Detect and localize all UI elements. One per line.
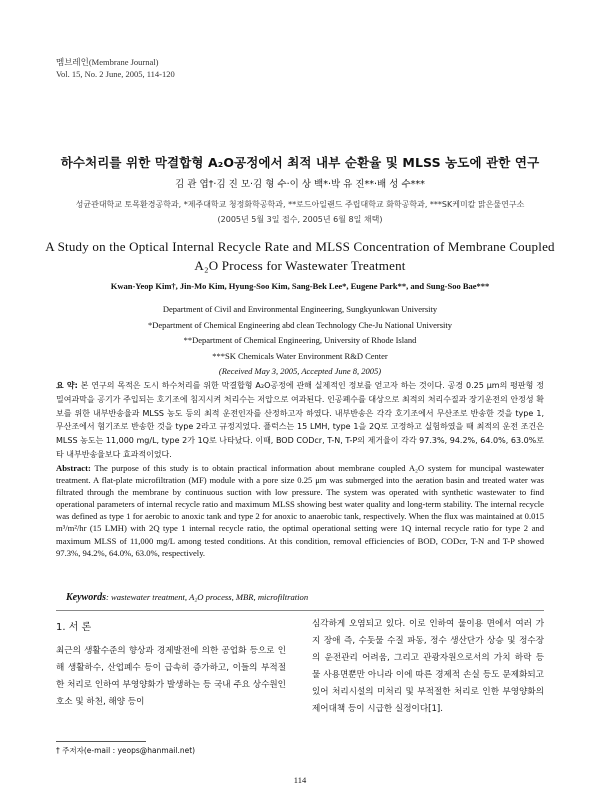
english-title-line2: A₂O Process for Wastewater Treatment xyxy=(194,258,406,273)
english-authors: Kwan-Yeop Kim†, Jin-Mo Kim, Hyung-Soo Kim, Sang-Bek Lee*, Eugene Park**, and Sung-Soo Bae*** xyxy=(110,281,490,291)
page-number: 114 xyxy=(293,775,307,785)
english-affiliation: ***SK Chemicals Water Environment R&D Center xyxy=(212,350,388,361)
english-abstract-lead: Abstract: xyxy=(56,463,91,473)
korean-dates: (2005년 5월 3일 접수, 2005년 6월 8일 채택) xyxy=(217,215,383,224)
right-body-text: 심각하게 오염되고 있다. 이로 인하여 물이용 면에서 여러 가지 장애 즉, 수돗물 수질 파동, 정수 생산단가 상승 및 정수장의 운전관리 어려움, 그리고 관광자원으로서의 가치 하락 등 물 사용면뿐만 아니라 이에 따른 경제적 손실 등도 문제화되고 있어 처리시설의 미처리 및 부적절한 처리로 인한 부영양화의 제어대책 등이 시급한 실정이다[1]. xyxy=(312,619,544,714)
english-affiliation: Department of Civil and Environmental Engineering, Sungkyunkwan University xyxy=(162,304,438,314)
received-dates: (Received May 3, 2005, Accepted June 8, 2005) xyxy=(218,366,382,376)
english-abstract xyxy=(56,462,544,559)
journal-volume: Vol. 15, No. 2 June, 2005, 114-120 xyxy=(56,69,175,79)
korean-affiliation-block xyxy=(0,197,600,227)
english-title xyxy=(20,237,580,275)
right-column xyxy=(312,616,544,718)
keywords-text: : wastewater treatment, A₂O process, MBR, microfiltration xyxy=(106,592,309,602)
korean-abstract-text: 본 연구의 목적은 도시 하수처리를 위한 막결합형 A₂O공정에 관해 실제적인 정보를 얻고자 하는 것이다. 공경 0.25 μm의 평판형 정밀여과막을 공기가 주입되는 호기조에 침지시켜 처리수는 저압으로 여과된다. 인공폐수를 대상으로 최적의 처리수질과 장기운전의 안정성 확보를 위한 내부반송율과 MLSS 농도 등의 최적 운전인자를 산정하고자 하였다. 내부반송은 각각 호기조에서 무산조로 반송한 것을 type 1, 무산조에서 혐기조로 반송한 것을 type 2라고 규정지었다. 플럭스는 15 LMH, type 1을 2Q로 고정하고 실험하였을 때 최적의 운전 조건은 MLSS 농도는 11,000 mg/L, type 2가 1Q로 나타났다. 이때, BOD CODcr, T-N, T-P의 제거율이 각각 97.3%, 94.2%, 64.0%, 63.0%로 타 내부반송율보다 효과적이었다. xyxy=(56,381,544,459)
korean-authors: 김 관 엽†·김 진 모·김 형 수·이 상 백*·박 유 진**·배 성 수*** xyxy=(175,179,425,190)
english-abstract-text: The purpose of this study is to obtain practical information about membrane coupled A₂O system for muncipal wastewater treatment. A flat-plate microfiltration (MF) module with a pore size 0.25 μm was submerged into the aeration basin and treated water was filtrated through the membrane by continuous suction with low pressure. The system was operated with synthetic wastewater to find operational parameters of internal recycle ratio and maximum MLSS showing best water quality and long-term stability. The internal recycle was defined as type 1 for aerobic to anoxic tank and type 2 for anoxic to anaerobic tank, respectively. When the flux was maintained at 0.015 m³/m²/hr (15 LMH) with 2Q type 1 internal recycle ratio, the optimal operational setting were 1Q internal recycle ratio for type 2 and maximum MLSS of 11,000 mg/L among tested conditions. At this condition, removal efficiencies of BOD, CODcr, T-N and T-P showed 97.3%, 94.2%, 64.0%, 63.0%, respectively. xyxy=(56,463,544,558)
korean-affiliation: 성균관대학교 토목환경공학과, *제주대학교 청정화학공학과, **로드아일랜드 주립대학교 화학공학과, ***SK케미칼 맑은물연구소 xyxy=(75,200,525,209)
footnote-divider xyxy=(56,741,146,742)
korean-abstract-lead: 요 약: xyxy=(56,381,78,390)
english-affiliations xyxy=(0,302,600,380)
section-heading: 1. 서 론 xyxy=(56,622,92,633)
keywords-lead: Keywords xyxy=(66,592,106,603)
english-affiliation: *Department of Chemical Engineering abd clean Technology Che-Ju National University xyxy=(148,319,452,330)
left-body-text: 최근의 생활수준의 향상과 경제발전에 의한 공업화 등으로 인해 생활하수, 산업폐수 등이 급속히 증가하고, 이들의 부적절한 처리로 인하여 부영양화가 발생하는 등 국내 주요 상수원인 호소 및 하천, 해양 등이 xyxy=(56,646,286,707)
section-divider xyxy=(56,610,544,611)
journal-header xyxy=(56,56,175,80)
english-affiliation: **Department of Chemical Engineering, University of Rhode Island xyxy=(183,335,417,345)
corresponding-author-footnote: † 주저자(e-mail : yeops@hanmail.net) xyxy=(56,746,196,755)
english-title-line1: A Study on the Optical Internal Recycle Rate and MLSS Concentration of Membrane Coupled xyxy=(45,239,555,254)
journal-name: 멤브레인(Membrane Journal) xyxy=(56,57,159,67)
korean-abstract xyxy=(56,379,544,462)
left-column xyxy=(56,618,286,711)
keywords xyxy=(66,592,546,603)
korean-title: 하수처리를 위한 막결합형 A₂O공정에서 최적 내부 순환율 및 MLSS 농도에 관한 연구 xyxy=(60,155,540,170)
